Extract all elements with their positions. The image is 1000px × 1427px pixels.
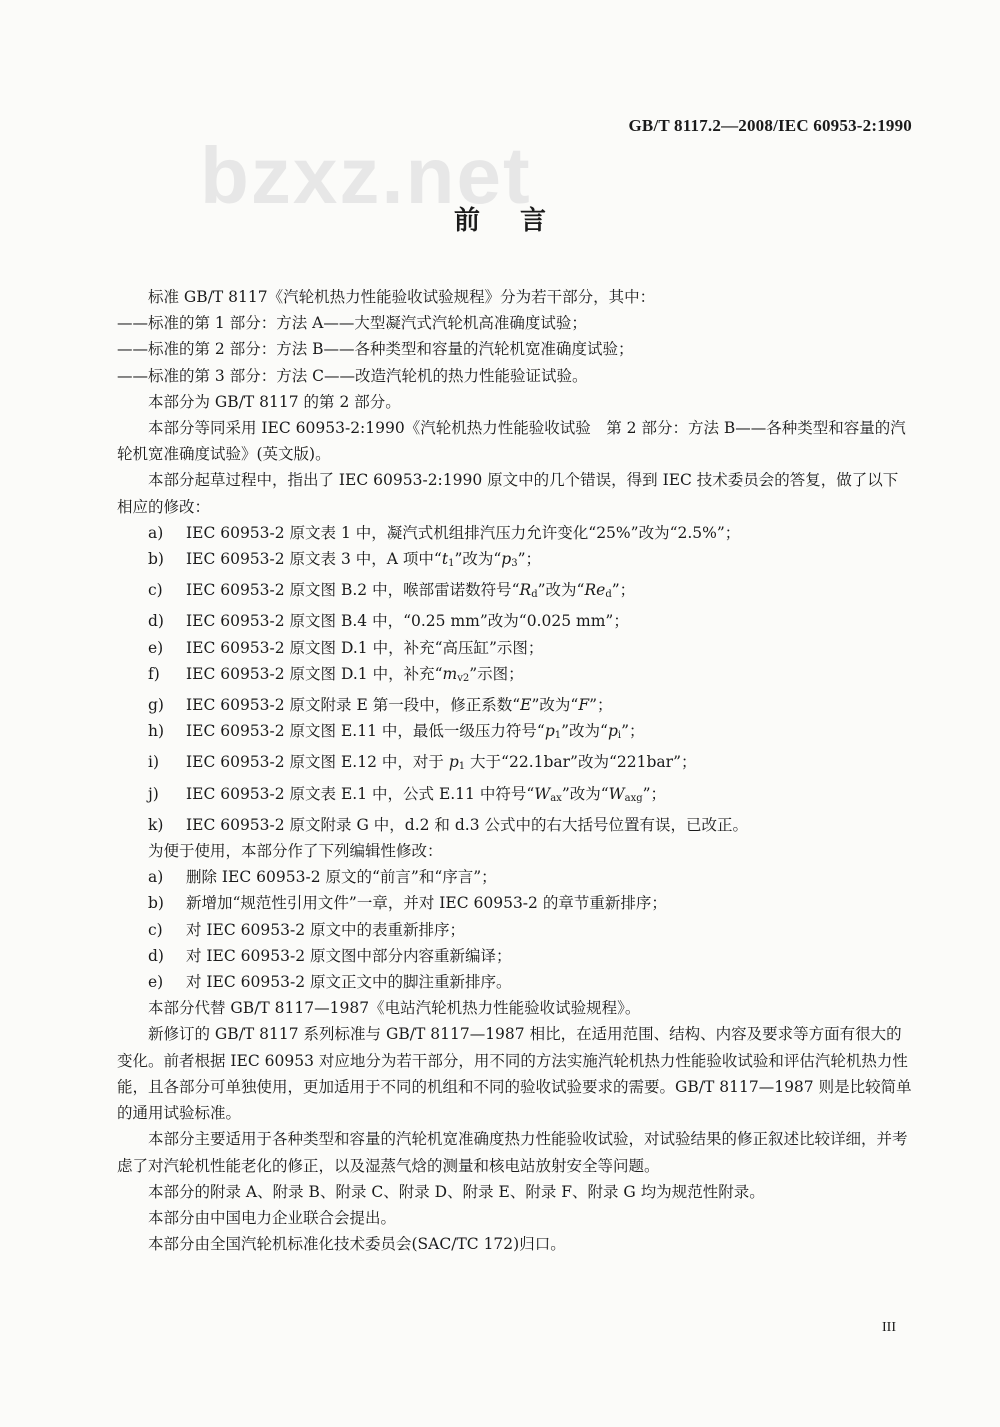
- part-3-line: ——标准的第 3 部分：方法 C——改造汽轮机的热力性能验证试验。: [117, 366, 588, 385]
- editorial-item: e) 对 IEC 60953-2 原文正文中的脚注重新排序。: [148, 973, 512, 992]
- equivalence-paragraph: 本部分等同采用 IEC 60953-2:1990《汽轮机热力性能验收试验 第 2 部分：方法 B——各种类型和容量的汽轮机宽准确度试验》(英文版)。: [117, 419, 906, 464]
- drafting-paragraph: 本部分起草过程中，指出了 IEC 60953-2:1990 原文中的几个错误，得到 IEC 技术委员会的答复，做了以下相应的修改：: [117, 471, 899, 516]
- corrections-list: [117, 520, 913, 838]
- scope-paragraph: 本部分主要适用于各种类型和容量的汽轮机宽准确度热力性能验收试验，对试验结果的修正叙述比较详细，并考虑了对汽轮机性能老化的修正，以及湿蒸气焓的测量和核电站放射安全等问题。: [117, 1130, 908, 1175]
- correction-item: a) IEC 60953-2 原文表 1 中，凝汽式机组排汽压力允许变化“25%”改为“2.5%”；: [148, 523, 741, 542]
- correction-item: h) IEC 60953-2 原文图 E.11 中，最低一级压力符号“$p_1$”改为“$p_i$”；: [148, 722, 645, 742]
- editorial-item: d) 对 IEC 60953-2 原文图中部分内容重新编译；: [148, 946, 512, 965]
- comparison-paragraph: 新修订的 GB/T 8117 系列标准与 GB/T 8117—1987 相比，在适用范围、结构、内容及要求等方面有很大的变化。前者根据 IEC 60953 对应地分为若干部分，用不同的方法实施汽轮机热力性能验收试验和评估汽轮机热力性能，且各部分可单独使用，更加适用于不同的机组和不同的验收试验要求的需要。GB/T 8117—1987 则是比较简单的通用试验标准。: [117, 1025, 912, 1123]
- intro-paragraph: 标准 GB/T 8117《汽轮机热力性能验收试验规程》分为若干部分，其中：: [148, 288, 656, 306]
- correction-item: j) IEC 60953-2 原文表 E.1 中，公式 E.11 中符号“$W_{ax}$”改为“$W_{axg}$”；: [148, 784, 667, 804]
- editorial-intro: 为便于使用，本部分作了下列编辑性修改：: [148, 842, 443, 861]
- correction-item: c) IEC 60953-2 原文图 B.2 中，喉部雷诺数符号“$R_d$”改为“$Re_d$”；: [148, 581, 636, 601]
- centralized-paragraph: 本部分由全国汽轮机标准化技术委员会(SAC/TC 172)归口。: [148, 1235, 566, 1254]
- correction-item: f) IEC 60953-2 原文图 D.1 中，补充“$m_{v2}$”示图；: [148, 664, 524, 684]
- proposed-paragraph: 本部分由中国电力企业联合会提出。: [148, 1208, 397, 1227]
- editorial-item: b) 新增加“规范性引用文件”一章，并对 IEC 60953-2 的章节重新排序；: [148, 894, 667, 913]
- annexes-paragraph: 本部分的附录 A、附录 B、附录 C、附录 D、附录 E、附录 F、附录 G 均为规范性附录。: [148, 1182, 765, 1201]
- editorial-list: [117, 864, 913, 995]
- part-2-line: ——标准的第 2 部分：方法 B——各种类型和容量的汽轮机宽准确度试验；: [117, 340, 634, 359]
- correction-item: k) IEC 60953-2 原文附录 G 中，d.2 和 d.3 公式中的右大括号位置有误，已改正。: [148, 815, 748, 834]
- correction-item: g) IEC 60953-2 原文附录 E 第一段中，修正系数“E”改为“F”；: [148, 696, 613, 715]
- editorial-item: a) 删除 IEC 60953-2 原文的“前言”和“序言”；: [148, 868, 497, 887]
- part-1-line: ——标准的第 1 部分：方法 A——大型凝汽式汽轮机高准确度试验；: [117, 314, 587, 333]
- correction-item: e) IEC 60953-2 原文图 D.1 中，补充“高压缸”示图；: [148, 638, 544, 657]
- correction-item: b) IEC 60953-2 原文表 3 中，A 项中“$t_1$”改为“$p_3$”；: [148, 550, 542, 570]
- correction-item: d) IEC 60953-2 原文图 B.4 中，“0.25 mm”改为“0.025 mm”；: [148, 612, 629, 631]
- page-title: 前言: [453, 206, 586, 236]
- watermark-logo: bzxz.net: [200, 131, 532, 220]
- standard-number: GB/T 8117.2—2008/IEC 60953-2:1990: [628, 116, 912, 135]
- editorial-item: c) 对 IEC 60953-2 原文中的表重新排序；: [148, 920, 465, 939]
- page-number: III: [882, 1320, 896, 1335]
- document-body: [117, 284, 913, 1257]
- this-part-paragraph: 本部分为 GB/T 8117 的第 2 部分。: [148, 392, 401, 411]
- correction-item: i) IEC 60953-2 原文图 E.12 中，对于 $p_1$ 大于“22.1bar”改为“221bar”；: [148, 753, 697, 773]
- replaces-paragraph: 本部分代替 GB/T 8117—1987《电站汽轮机热力性能验收试验规程》。: [148, 999, 641, 1018]
